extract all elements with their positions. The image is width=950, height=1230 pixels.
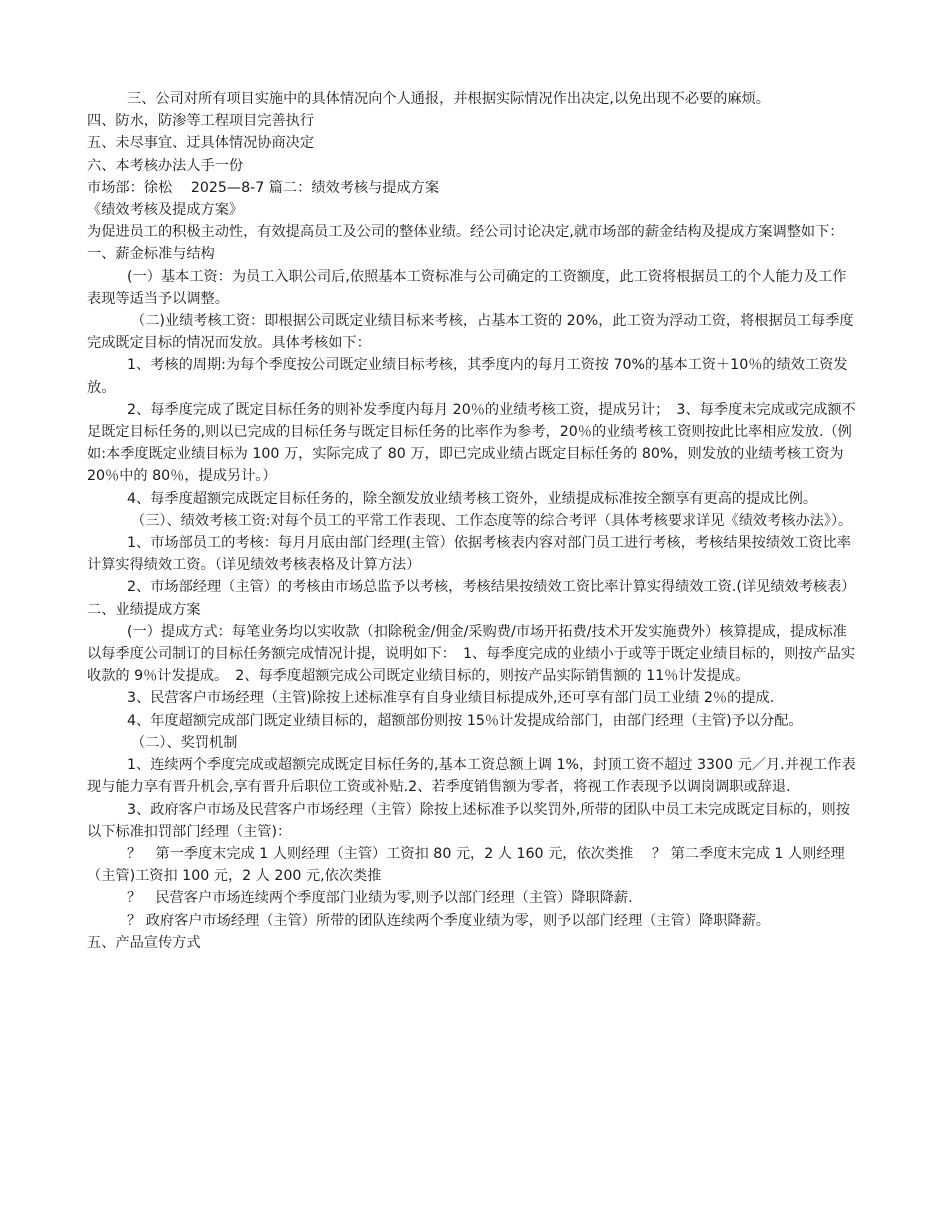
paragraph-base-salary: (一）基本工资：为员工入职公司后,依照基本工资标准与公司确定的工资额度，此工资将根据员工的个人能力及工作表现等适当予以调整。 [87,268,847,307]
paragraph-penalty-government: ？ 政府客户市场经理（主管）所带的团队连续两个季度业绩为零，则予以部门经理（主管）降职降薪。 五、产品宣传方式 [87,912,778,951]
paragraph-article-6: 六、本考核办法人手一份 [87,157,244,174]
paragraph-quarter-exceed: 4、每季度超额完成既定目标任务的，除全额发放业绩考核工资外，业绩提成标准按全额享有更高的提成比例。 [127,490,818,507]
paragraph-article-4: 四、防水，防渗等工程项目完善执行 [87,113,315,130]
paragraph-article-3: 三、公司对所有项目实施中的具体情况向个人通报，并根据实际情况作出决定,以免出现不必要的麻烦。 [127,91,770,107]
paragraph-staff-appraisal: 1、市场部员工的考核：每月月底由部门经理(主管）依据考核表内容对部门员工进行考核，考核结果按绩效工资比率计算实得绩效工资。（详见绩效考核表格及计算方法） [87,535,851,574]
document-title: 《绩效考核及提成方案》 [87,202,244,219]
paragraph-intro: 为促进员工的积极主动性，有效提高员工及公司的整体业绩。经公司讨论决定,就市场部的薪金结构及提成方案调整如下： 一、薪金标准与结构 [87,224,851,263]
paragraph-manager-appraisal: 2、市场部经理（主管）的考核由市场总监予以考核，考核结果按绩效工资比率计算实得绩效工资.(详见绩效考核表） 二、业绩提成方案 [87,579,863,618]
paragraph-signature: 市场部：徐松 2025—8-7 篇二：绩效考核与提成方案 [87,179,440,196]
paragraph-penalty-quarters: ？ 第一季度末完成 1 人则经理（主管）工资扣 80 元，2 人 160 元，依次类推 ？ 第二季度末完成 1 人则经理（主管)工资扣 100 元，2 人 200 元,依次类推 [87,845,845,885]
paragraph-private-manager: 3、民营客户市场经理（主管)除按上述标准享有自身业绩目标提成外,还可享有部门员工业绩 2％的提成. [127,690,775,707]
paragraph-reward-heading: （二）、奖罚机制 [131,734,238,751]
paragraph-cycle: 1、考核的周期:为每个季度按公司既定业绩目标考核，其季度内的每月工资按 70%的基本工资＋10％的绩效工资发放。 [87,357,848,396]
paragraph-annual-exceed: 4、年度超额完成部门既定业绩目标的，超额部份则按 15％计发提成给部门，由部门经理（主管)予以分配。 [127,712,803,729]
paragraph-quarter-complete: 2、每季度完成了既定目标任务的则补发季度内每月 20％的业绩考核工资，提成另计； 3、每季度未完成或完成额不足既定目标任务的,则以已完成的目标任务与既定目标任务的比率作为参考，20％的业绩考核工资则按此比率相应发放.（例如:本季度既定业绩目标为 100 万，实际完成了 80 万，即已完成业绩占既定目标任务的 80%，则发放的业绩考核工资为 20％中的 80％，提成另计。） [87,401,856,485]
paragraph-penalty-private: ？ 民营客户市场连续两个季度部门业绩为零,则予以部门经理（主管）降职降薪. [127,890,633,907]
paragraph-reward-3: 3、政府客户市场及民营客户市场经理（主管）除按上述标准予以奖罚外,所带的团队中员工未完成既定目标的，则按以下标准扣罚部门经理（主管)： [87,801,850,840]
paragraph-performance-salary: （二)业绩考核工资：即根据公司既定业绩目标来考核，占基本工资的 20%，此工资为浮动工资，将根据员工每季度完成既定目标的情况而发放。具体考核如下： [87,313,854,352]
paragraph-commission-method: (一）提成方式：每笔业务均以实收款（扣除税金/佣金/采购费/市场开拓费/技术开发实施费外）核算提成，提成标准以每季度公司制订的目标任务额完成情况计提，说明如下： 1、每季度完成的业绩小于或等于既定业绩目标的，则按产品实收款的 9％计发提成。 2、每季度超额完成公司既定业绩目标的，则按产品实际销售额的 11％计发提成。 [87,623,856,685]
paragraph-article-5: 五、未尽事宜、迂具体情况协商决定 [87,135,315,152]
paragraph-reward-1: 1、连续两个季度完成或超额完成既定目标任务的,基本工资总额上调 1%，封顶工资不超过 3300 元／月.并视工作表现与能力享有晋升机会,享有晋升后职位工资或补贴.2、若季度销售额为零者，将视工作表现予以调岗调职或辞退. [87,757,856,796]
paragraph-appraisal-salary: （三）、绩效考核工资:对每个员工的平常工作表现、工作态度等的综合考评（具体考核要求详见《绩效考核办法》）。 [131,512,853,529]
document-page [87,88,863,954]
